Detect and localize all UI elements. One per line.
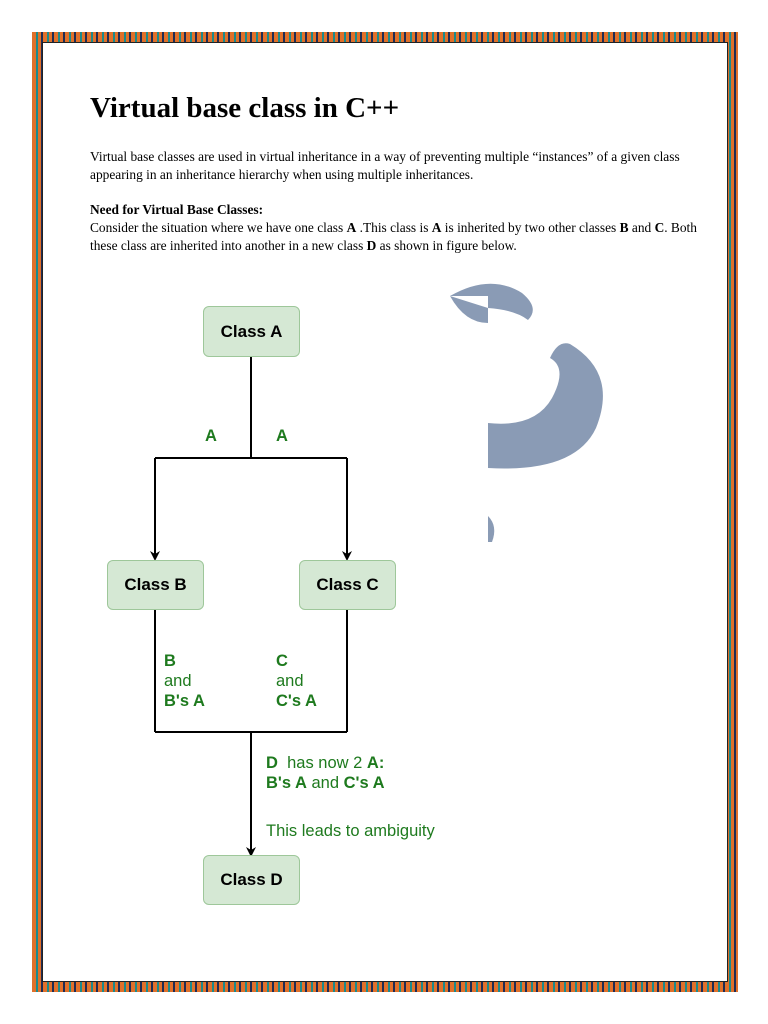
c-label-line2: and [276, 672, 304, 690]
class-b-box: Class B [107, 560, 204, 610]
c-label-line1: C [276, 652, 288, 670]
edge-label-left-text: A [205, 427, 217, 445]
b-label-line2: and [164, 672, 192, 690]
need-text-5: . Both these class are inherited into another in a new class [90, 220, 697, 253]
need-text-class-c: C [654, 220, 665, 235]
d-note-and: and [306, 774, 344, 792]
d-note [266, 753, 385, 793]
b-inherits-label [164, 651, 205, 711]
need-text-3: is inherited by two other classes [441, 220, 620, 235]
class-a-box: Class A [203, 306, 300, 357]
b-label-line3: B's A [164, 692, 205, 710]
need-text-1: Consider the situation where we have one class [90, 220, 347, 235]
need-text-4: and [628, 220, 655, 235]
edge-label-left [205, 426, 217, 446]
c-label-line3: C's A [276, 692, 317, 710]
class-c-box: Class C [299, 560, 396, 610]
need-heading: Need for Virtual Base Classes: [90, 202, 264, 217]
d-note-mid: has now 2 [277, 754, 367, 772]
edge-label-right [276, 426, 288, 446]
need-text-class-d: D [366, 238, 377, 253]
need-text-2: .This class is [356, 220, 432, 235]
need-text-class-a: A [346, 220, 357, 235]
d-note-d: D [266, 754, 278, 772]
d-note-csa: C's A [343, 774, 385, 792]
d-note-bsa: B's A [266, 774, 307, 792]
need-text-6: as shown in figure below. [376, 238, 517, 253]
page-title: Virtual base class in C++ [90, 92, 400, 124]
need-text-class-a-2: A [431, 220, 442, 235]
ambiguity-note: This leads to ambiguity [266, 822, 435, 840]
c-inherits-label [276, 651, 317, 711]
b-label-line1: B [164, 652, 176, 670]
edge-label-right-text: A [276, 427, 288, 445]
class-d-box: Class D [203, 855, 300, 905]
intro-paragraph: Virtual base classes are used in virtual inheritance in a way of preventing multiple “instances” of a given class appearing in an inheritance hierarchy when using multiple inheritances. [90, 149, 680, 182]
need-text-class-b: B [619, 220, 629, 235]
d-note-a: A: [366, 754, 385, 772]
